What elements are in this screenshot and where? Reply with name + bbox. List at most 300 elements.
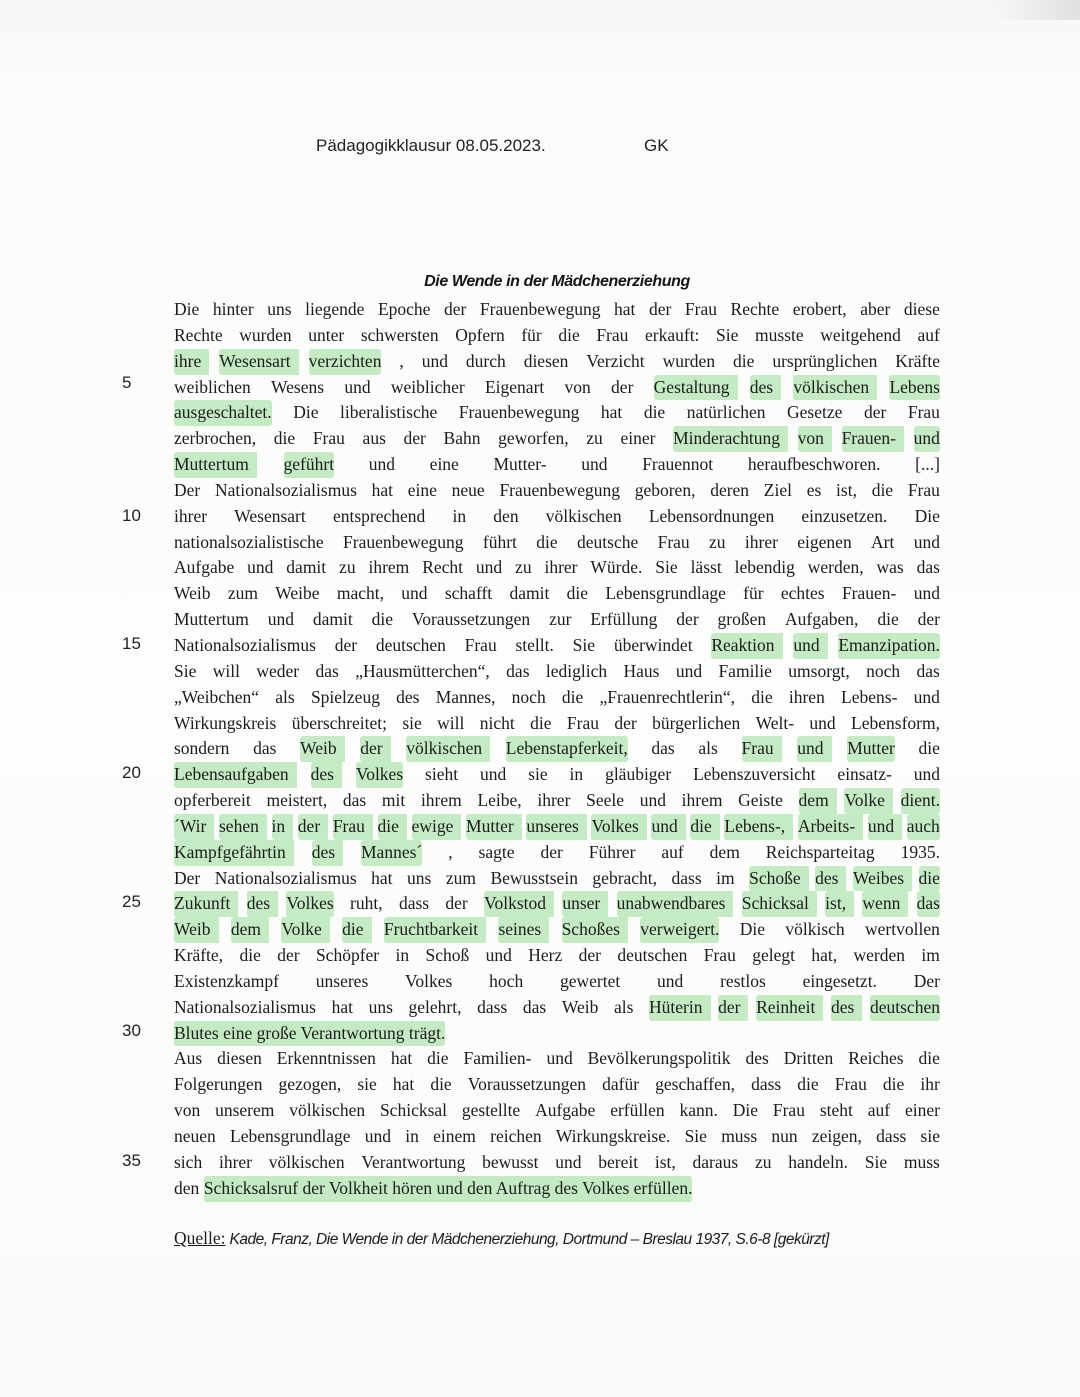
word: liberalistische — [340, 402, 438, 423]
word: die — [643, 402, 666, 423]
word: in — [569, 764, 584, 785]
word: Frauenbewegung — [458, 402, 580, 423]
word: und — [485, 945, 512, 966]
word: muss — [721, 1126, 758, 1146]
word: eingesetzt. — [802, 970, 877, 991]
word: die — [751, 686, 773, 707]
word: Frau — [566, 712, 599, 733]
word: sie — [357, 1074, 377, 1095]
word: neuen — [174, 1126, 216, 1146]
word: sagte — [478, 841, 515, 862]
word: gewertet — [560, 970, 621, 991]
word: Bewusstsein — [490, 867, 578, 888]
word: und — [421, 350, 448, 371]
word: und — [401, 583, 428, 604]
word: unserem — [215, 1100, 275, 1121]
word: Lebensaufgaben — [174, 762, 289, 788]
word: verweigert. — [640, 917, 719, 943]
word: und — [809, 712, 836, 733]
text-line — [174, 659, 940, 685]
word: die — [877, 609, 899, 630]
line-number-20: 20 — [122, 763, 141, 782]
word: einzusetzen. — [801, 505, 888, 526]
word: die — [871, 479, 894, 500]
word: der — [718, 995, 740, 1021]
word: „Frauenrechtlerin“, — [599, 686, 736, 707]
word: der — [614, 712, 637, 733]
word: diesen — [523, 350, 569, 371]
word: die — [430, 1074, 452, 1095]
word: die — [690, 814, 711, 840]
word: Frauenbewegung — [499, 479, 620, 500]
word: Volke — [844, 788, 885, 814]
word: Hüterin — [649, 995, 702, 1021]
word: dass — [751, 1074, 782, 1095]
word: Weib — [174, 583, 211, 604]
word: uns — [267, 299, 292, 319]
word: Nationalsozialismus — [174, 634, 316, 655]
word: erkauft: — [645, 324, 700, 345]
word: Wesensart — [234, 505, 306, 526]
word: uns — [368, 996, 393, 1017]
word: Minderachtung — [673, 426, 780, 452]
word: die — [378, 814, 399, 840]
word: liegende — [305, 299, 365, 319]
word: Eigenart — [484, 376, 545, 397]
word: Mutter — [466, 814, 514, 840]
text-line — [174, 788, 940, 814]
word: und — [675, 660, 703, 681]
word: seines — [498, 917, 541, 943]
word: und — [639, 790, 666, 811]
word: der — [403, 428, 426, 449]
word: zu — [515, 557, 532, 578]
word: Lebensgrundlage — [605, 583, 726, 604]
word: handeln. — [788, 1151, 848, 1172]
word: hat — [614, 299, 636, 319]
word: einer — [620, 428, 656, 449]
word: geschaffen, — [655, 1074, 735, 1095]
word: und — [797, 736, 823, 762]
word: in — [452, 505, 467, 526]
word: Schicksal — [742, 891, 809, 917]
word: völkischen — [406, 736, 482, 762]
word: dem — [799, 788, 829, 814]
word: Erkenntnissen — [276, 1048, 376, 1069]
word: Reaktion — [711, 633, 774, 659]
word: Volke — [281, 917, 322, 943]
word: Die — [739, 919, 766, 940]
word: ihrer — [218, 1151, 252, 1172]
word: ist, — [825, 891, 846, 917]
word: der — [334, 634, 358, 655]
word: deren — [710, 479, 750, 500]
word: aus — [362, 428, 386, 449]
word: „Weibchen“ — [174, 686, 260, 707]
word: ihrem — [368, 557, 410, 578]
word: Sie — [684, 1126, 707, 1146]
text-line — [174, 478, 940, 504]
text-line — [174, 1098, 940, 1124]
word: auf — [867, 1100, 891, 1121]
word: deutschen — [375, 634, 446, 655]
word: hat — [600, 402, 623, 423]
word: gestellte — [461, 1100, 521, 1121]
word: des — [311, 762, 334, 788]
word: wurden — [239, 324, 292, 345]
word: Wesens — [271, 376, 325, 397]
word: eigenen — [797, 531, 852, 552]
word: der — [444, 299, 467, 319]
text-line — [174, 375, 940, 401]
text-line — [174, 1176, 940, 1202]
word: Lebensgrundlage — [230, 1126, 351, 1146]
word: die — [919, 866, 940, 892]
word: ´Wir — [174, 814, 206, 840]
word: Würde. — [590, 557, 643, 578]
word: gelegt — [752, 945, 795, 966]
text-line — [174, 762, 940, 788]
word: aber — [860, 299, 891, 319]
word: die — [566, 583, 589, 604]
word: hat — [331, 996, 353, 1017]
word: will — [212, 660, 240, 681]
word: des — [831, 995, 854, 1021]
word: nationalsozialistische — [174, 531, 324, 552]
word: des — [247, 891, 270, 917]
word: verzichten — [309, 349, 382, 375]
word: Herz — [528, 945, 563, 966]
word: macht, — [336, 583, 384, 604]
word: Existenzkampf — [174, 970, 279, 991]
word: Kräfte, — [174, 945, 224, 966]
word: Bevölkerungspolitik — [587, 1048, 731, 1069]
word: Aufgabe — [535, 1100, 596, 1121]
word: zu — [754, 1151, 772, 1172]
word: Der — [174, 867, 201, 888]
word: ihrer — [174, 505, 208, 526]
word: Wirkungskreis — [174, 712, 277, 733]
word: Lebens-, — [724, 814, 785, 840]
word: weitgehend — [820, 324, 901, 345]
word: in — [405, 1126, 419, 1146]
word: der — [648, 299, 672, 319]
word: Nationalsozialismus — [214, 867, 357, 888]
word: das — [916, 557, 940, 578]
word: Der — [174, 479, 201, 500]
word: dem — [709, 841, 740, 862]
word: nicht — [479, 712, 515, 733]
word: sondern — [174, 738, 230, 759]
word: es — [806, 479, 822, 500]
word: die — [371, 609, 394, 630]
word: diesen — [217, 1048, 262, 1069]
word: Frauen- — [842, 426, 896, 452]
word: Bahn — [443, 428, 481, 449]
word: Frau — [834, 1074, 867, 1095]
word: bürgerlichen — [652, 712, 741, 733]
text-segment: den — [174, 1177, 200, 1198]
word: Frau — [742, 736, 774, 762]
word: großen — [717, 609, 767, 630]
word: Schöpfer — [315, 945, 380, 966]
word: Recht — [422, 557, 464, 578]
word: von — [174, 1100, 201, 1121]
word: Wirkungskreise. — [555, 1126, 671, 1146]
word: Wesensart — [219, 349, 290, 375]
word: ewige — [412, 814, 454, 840]
word: Mannes, — [435, 686, 496, 707]
word: Frau — [596, 324, 629, 345]
word: Mutter- — [493, 454, 547, 475]
word: sie — [920, 1126, 940, 1146]
word: Leibe, — [477, 790, 522, 811]
word: Reichsparteitag — [765, 841, 875, 862]
text-line — [174, 400, 940, 426]
word: Volkes — [286, 891, 333, 917]
word: Frau — [772, 1100, 805, 1121]
source-label: Quelle: — [174, 1228, 226, 1248]
word: und — [475, 557, 503, 578]
word: Kampfgefährtin — [174, 840, 286, 866]
word: durch — [465, 350, 506, 371]
word: das — [315, 660, 339, 681]
word: hat — [390, 1048, 413, 1069]
word: die — [273, 428, 296, 449]
line-number-15: 15 — [122, 634, 141, 653]
word: das — [522, 996, 547, 1017]
word: damit — [286, 557, 327, 578]
text-line — [174, 504, 940, 530]
word: deutschen — [617, 945, 688, 966]
word: Mutter — [847, 736, 895, 762]
word: und — [480, 764, 507, 785]
word: Mannes´ — [361, 840, 422, 866]
word: und — [344, 376, 371, 397]
text-line — [174, 633, 940, 659]
word: noch — [511, 686, 546, 707]
word: noch — [866, 660, 901, 681]
word: als — [275, 686, 295, 707]
word: völkischen — [268, 1151, 345, 1172]
word: dafür — [602, 1074, 640, 1095]
word: Lebens — [889, 375, 940, 401]
word: ihre — [174, 349, 201, 375]
word: ihren — [788, 686, 825, 707]
word: Lebensordnungen — [648, 505, 775, 526]
word: zum — [227, 583, 258, 604]
word: die — [918, 738, 940, 759]
word: Weibe — [275, 583, 320, 604]
document-title: Die Wende in der Mädchenerziehung — [424, 273, 690, 290]
word: die — [733, 350, 755, 371]
word: damit — [312, 609, 353, 630]
word: auf — [661, 841, 684, 862]
word: opferbereit — [174, 790, 251, 811]
text-line — [174, 1124, 940, 1150]
word: hat — [392, 1074, 415, 1095]
word: Kräfte — [895, 350, 940, 371]
word: Frau — [907, 479, 940, 500]
word: was — [876, 557, 904, 578]
word: Nationalsozialismus — [174, 996, 316, 1017]
line-number-25: 25 — [122, 892, 141, 911]
word: mit — [381, 790, 406, 811]
word: Muttertum — [174, 452, 249, 478]
word: Familien- — [463, 1048, 532, 1069]
word: ist, — [836, 479, 857, 500]
source-reference: Kade, Franz, Die Wende in der Mädchenerziehung, Dortmund – Breslau 1937, S.6-8 [gekürzt] — [229, 1231, 829, 1248]
word: Welt- — [755, 712, 795, 733]
text-line — [174, 917, 940, 943]
word: ist, — [654, 1151, 676, 1172]
line-number-35: 35 — [122, 1151, 141, 1170]
word: die — [561, 686, 584, 707]
word: erfüllen — [610, 1100, 665, 1121]
word: der — [540, 841, 563, 862]
word: Dritten — [783, 1048, 834, 1069]
word: Aufgaben, — [785, 609, 859, 630]
word: Sie — [716, 324, 739, 345]
word: schafft — [444, 583, 493, 604]
word: Weibes — [853, 866, 904, 892]
word: Volkes — [591, 814, 638, 840]
word: ihrer — [744, 531, 778, 552]
word: Familie — [718, 660, 772, 681]
word: einem — [433, 1126, 476, 1146]
highlighted-text: Schicksalsruf der Volkheit hören und den Auftrag des Volkes erfüllen. — [204, 1176, 693, 1202]
word: und — [581, 454, 608, 475]
word: bewusst — [482, 1151, 539, 1172]
word: das — [342, 790, 367, 811]
word: Frau — [333, 814, 365, 840]
line-number-30: 30 — [122, 1021, 141, 1040]
word: die — [918, 1048, 940, 1069]
word: Die — [914, 505, 940, 526]
word: unseres — [526, 814, 578, 840]
word: nun — [771, 1126, 798, 1146]
word: auch — [907, 814, 940, 840]
word: in — [272, 814, 286, 840]
word: völkisch — [785, 919, 845, 940]
word: hat — [371, 479, 394, 500]
word: völkischen — [289, 1100, 366, 1121]
word: werden, — [807, 557, 864, 578]
word: Der — [913, 970, 940, 991]
word: zum — [445, 867, 476, 888]
word: Weib — [174, 917, 211, 943]
word: und — [913, 764, 940, 785]
word: Aufgabe — [174, 557, 235, 578]
word: Lebenszuversicht — [693, 764, 816, 785]
word: [...] — [915, 454, 940, 475]
word: ausgeschaltet. — [174, 400, 272, 426]
word: dass — [398, 893, 430, 914]
word: Volkstod — [484, 891, 546, 917]
word: und — [868, 814, 894, 840]
word: Gestaltung — [654, 375, 730, 401]
word: Zukunft — [174, 891, 230, 917]
word: Opfern — [455, 324, 505, 345]
text-line — [174, 1150, 940, 1176]
word: Sie — [864, 1151, 888, 1172]
word: des — [745, 1048, 769, 1069]
word: des — [815, 866, 838, 892]
word: Lebens- — [841, 686, 898, 707]
word: natürlichen — [686, 402, 766, 423]
word: der — [277, 945, 300, 966]
word: wenn — [862, 891, 900, 917]
word: Volkes — [356, 762, 403, 788]
word: unter — [308, 324, 345, 345]
text-line — [174, 866, 940, 892]
word: die — [797, 1074, 819, 1095]
word: musste — [754, 324, 804, 345]
word: Frau — [464, 634, 497, 655]
line-number-10: 10 — [122, 506, 141, 525]
word: , — [399, 350, 404, 371]
word: im — [921, 945, 940, 966]
word: dem — [231, 917, 261, 943]
word: und — [913, 686, 940, 707]
text-line — [174, 891, 940, 917]
word: dient. — [901, 788, 940, 814]
word: reichen — [490, 1126, 542, 1146]
word: ihrem — [420, 790, 462, 811]
word: einer — [904, 1100, 940, 1121]
word: der — [863, 402, 887, 423]
highlighted-text: Blutes eine große Verantwortung trägt. — [174, 1021, 445, 1047]
word: zu — [586, 428, 603, 449]
word: schwersten — [360, 324, 439, 345]
source-text — [174, 297, 940, 1202]
word: die — [536, 531, 558, 552]
word: Voraussetzungen — [467, 1074, 587, 1095]
word: Lebenstapferkeit, — [506, 736, 628, 762]
word: Sie — [174, 660, 197, 681]
word: ihrer — [544, 557, 578, 578]
word: Weib — [561, 996, 599, 1017]
text-line — [174, 736, 940, 762]
word: als — [698, 738, 718, 759]
word: Frauen- — [841, 583, 897, 604]
word: unabwendbares — [617, 891, 726, 917]
word: ihrer — [537, 790, 571, 811]
word: Erfüllung — [590, 609, 658, 630]
word: dass — [477, 996, 508, 1017]
word: des — [750, 375, 773, 401]
word: weder — [256, 660, 300, 681]
word: des — [312, 840, 335, 866]
word: dass — [876, 1126, 907, 1146]
word: das — [651, 738, 675, 759]
word: Verantwortung — [361, 1151, 466, 1172]
word: diese — [903, 299, 940, 319]
word: ruht, — [350, 893, 383, 914]
word: und — [247, 557, 274, 578]
word: zeigen, — [811, 1126, 862, 1146]
word: hoch — [489, 970, 524, 991]
word: und — [555, 1151, 582, 1172]
word: Frauenbewegung — [343, 531, 464, 552]
text-line — [174, 685, 940, 711]
word: sehen — [219, 814, 259, 840]
word: in — [395, 945, 410, 966]
text-line — [174, 711, 940, 737]
word: die — [558, 324, 580, 345]
word: zu — [339, 557, 356, 578]
word: das — [916, 660, 940, 681]
